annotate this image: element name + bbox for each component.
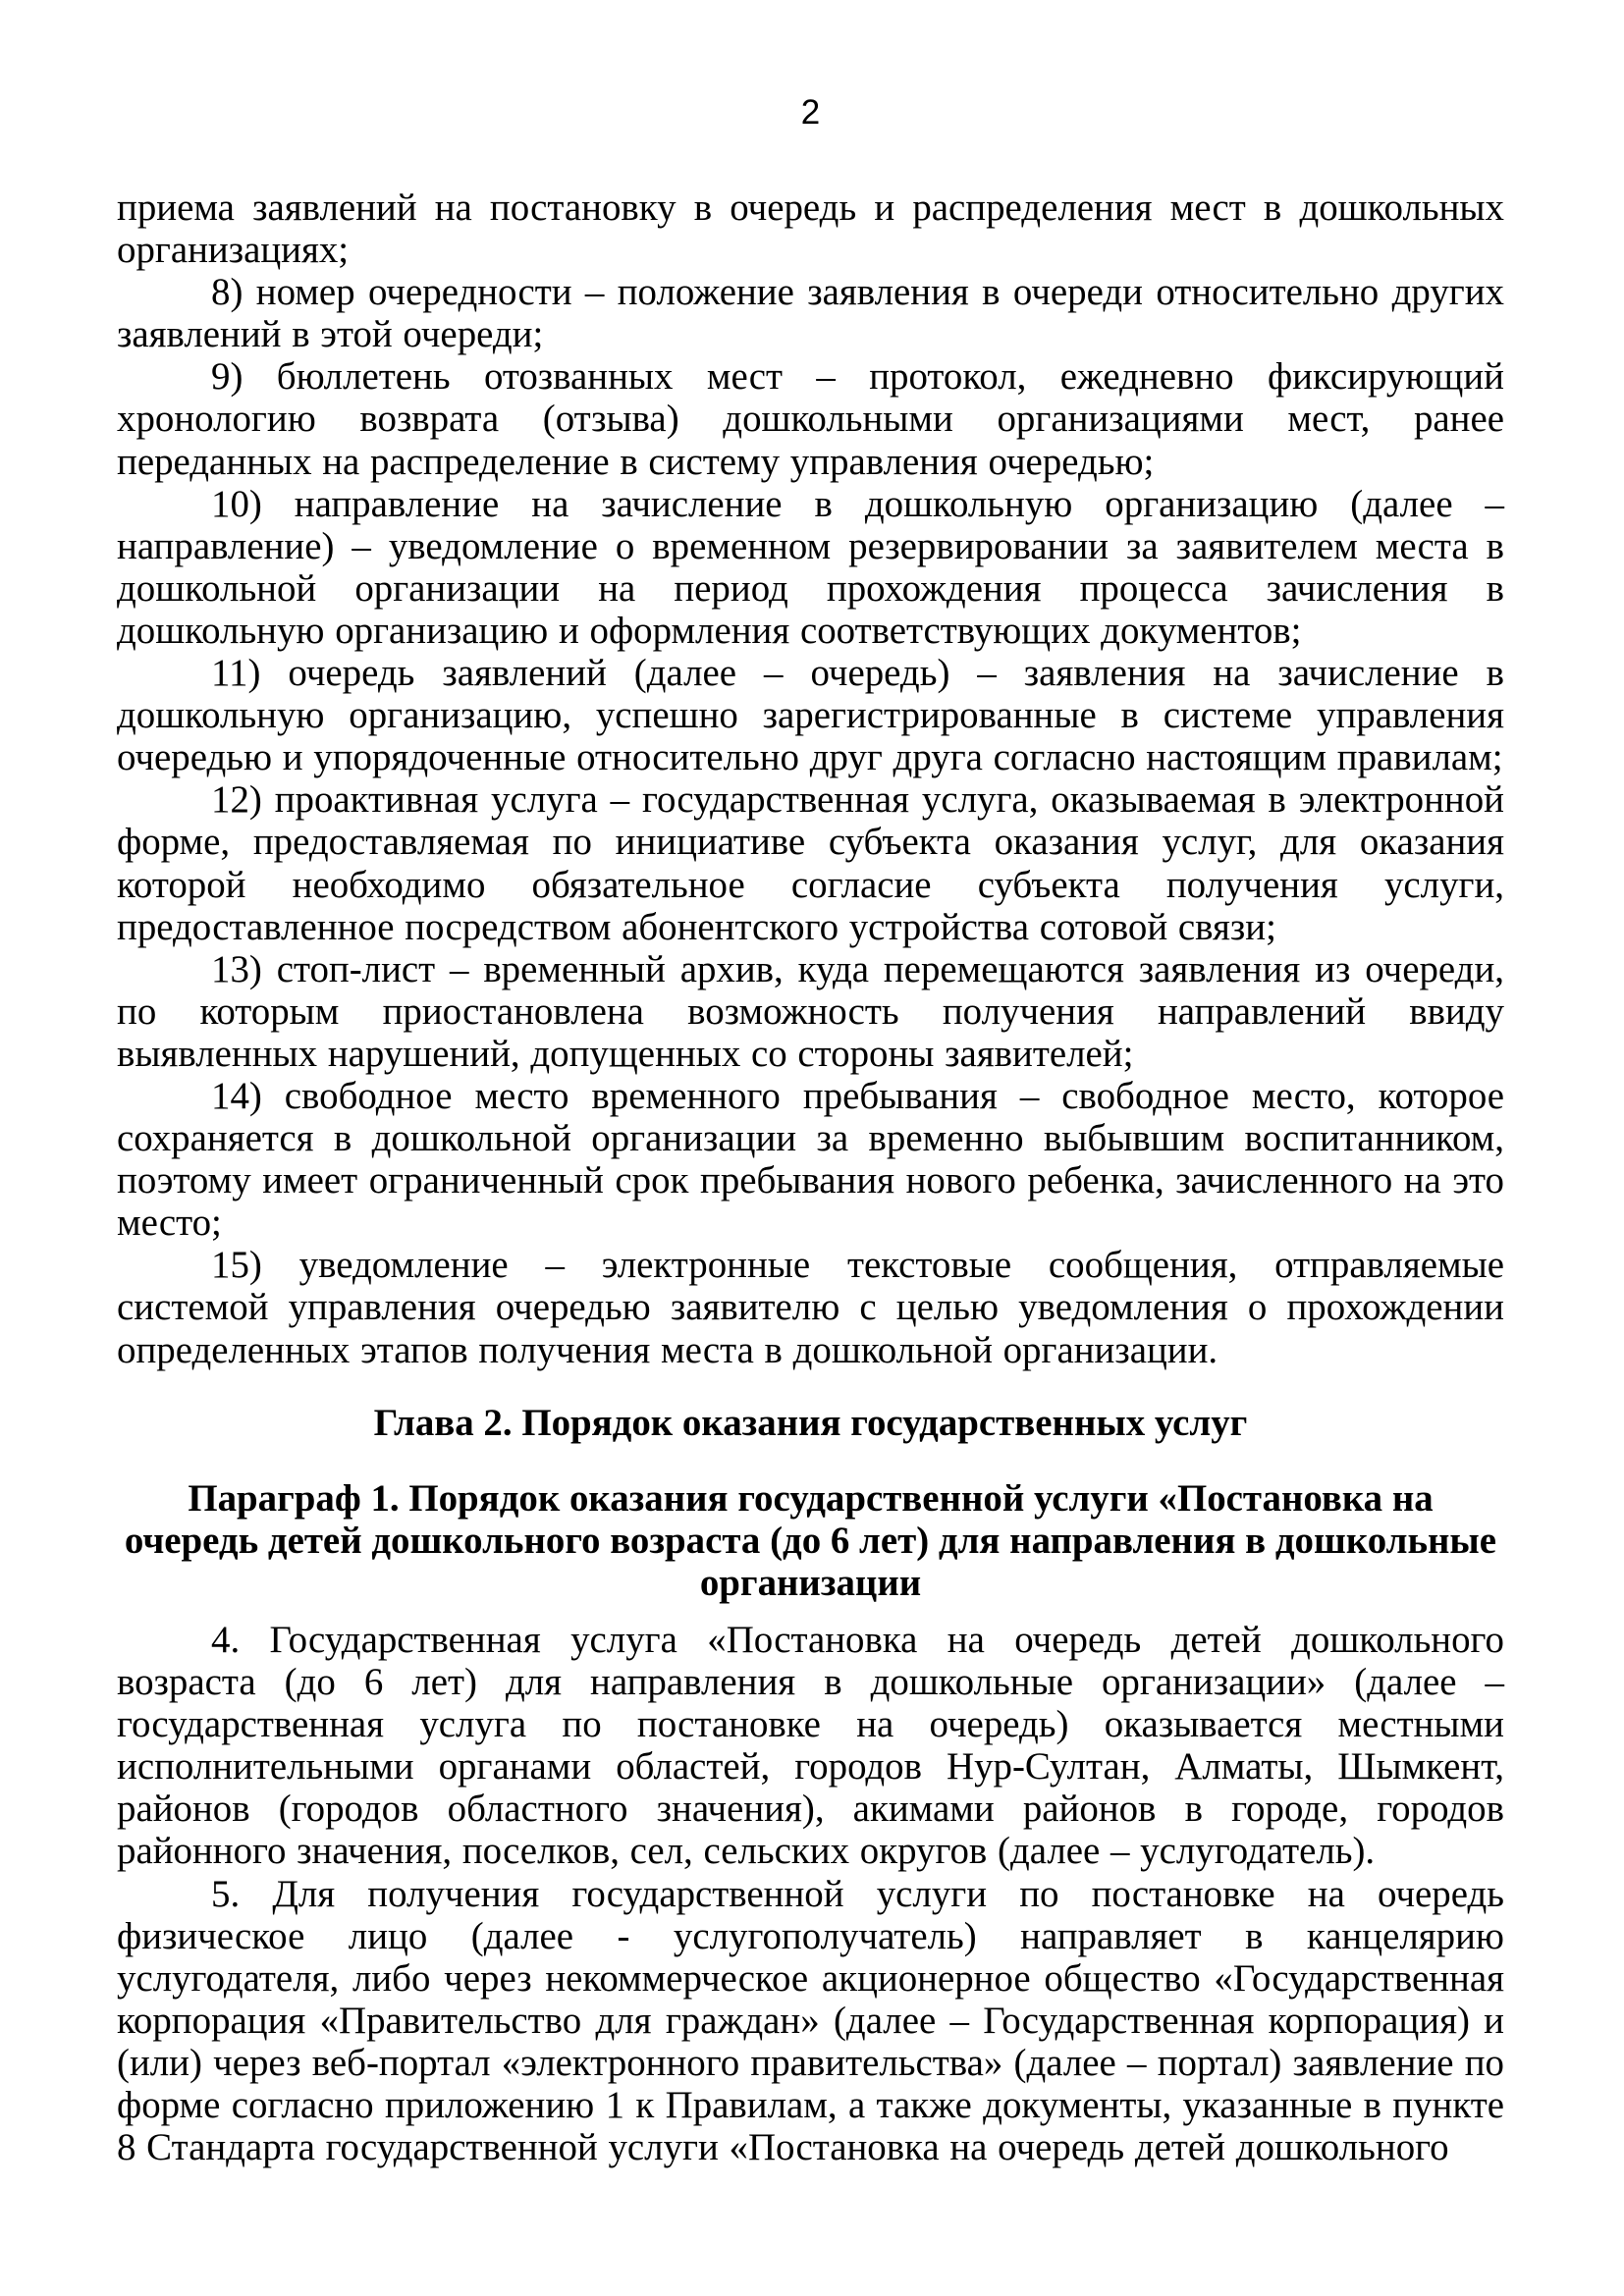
definition-item-14: 14) свободное место временного пребывания – свободное место, которое сохраняется в дошкольной организации за временно выбывшим воспитанником, поэтому имеет ограниченный срок пребывания нового ребенка, зачисленного на это место; [117,1074,1504,1245]
clause-4: 4. Государственная услуга «Постановка на очередь детей дошкольного возраста (до 6 лет) для направления в дошкольные организации» (далее – государственная услуга по постановке на очередь) оказывается местными исполнительными органами областей, городов Нур-Султан, Алматы, Шымкент, районов (городов областного значения), акимами районов в городе, городов районного значения, поселков, сел, сельских округов (далее – услугодатель). [117,1619,1504,1873]
chapter-heading: Глава 2. Порядок оказания государственных услуг [373,1401,1248,1444]
definition-item-13: 13) стоп-лист – временный архив, куда перемещаются заявления из очереди, по которым приостановлена возможность получения направлений ввиду выявленных нарушений, допущенных со стороны заявителей; [117,947,1504,1075]
clause-5: 5. Для получения государственной услуги по постановке на очередь физическое лицо (далее - услугополучатель) направляет в канцелярию услугодателя, либо через некоммерческое акционерное общество «Государственная корпорация «Правительство для граждан» (далее – Государственная корпорация) и (или) через веб-портал «электронного правительства» (далее – портал) заявление по форме согласно приложению 1 к Правилам, а также документы, указанные в пункте 8 Стандарта государственной услуги «Постановка на очередь детей дошкольного [117,1872,1504,2169]
paragraph-continuation: приема заявлений на постановку в очередь и распределения мест в дошкольных организациях; [117,187,1504,272]
definition-item-11: 11) очередь заявлений (далее – очередь) – заявления на зачисление в дошкольную организацию, успешно зарегистрированные в системе управления очередью и упорядоченные относительно друг друга согласно настоящим правилам; [117,652,1504,779]
definition-item-15: 15) уведомление – электронные текстовые сообщения, отправляемые системой управления очередью заявителю с целью уведомления о прохождении определенных этапов получения места в дошкольной организации. [117,1244,1504,1371]
definition-item-9: 9) бюллетень отозванных мест – протокол, ежедневно фиксирующий хронологию возврата (отзыва) дошкольными организациями мест, ранее переданных на распределение в систему управления очередью; [117,355,1504,483]
definition-item-10: 10) направление на зачисление в дошкольную организацию (далее – направление) – уведомление о временном резервировании за заявителем места в дошкольной организации на период прохождения процесса зачисления в дошкольную организацию и оформления соответствующих документов; [117,482,1504,652]
page-number: 2 [800,93,821,132]
section-heading: Параграф 1. Порядок оказания государственной услуги «Постановка на очередь детей дошкольного возраста (до 6 лет) для направления в дошкольные организации [124,1476,1497,1604]
definition-item-8: 8) номер очередности – положение заявления в очереди относительно других заявлений в этой очереди; [117,271,1504,356]
definition-item-12: 12) проактивная услуга – государственная услуга, оказываемая в электронной форме, предоставляемая по инициативе субъекта оказания услуг, для оказания которой необходимо обязательное согласие субъекта получения услуги, предоставленное посредством абонентского устройства сотовой связи; [117,778,1504,948]
